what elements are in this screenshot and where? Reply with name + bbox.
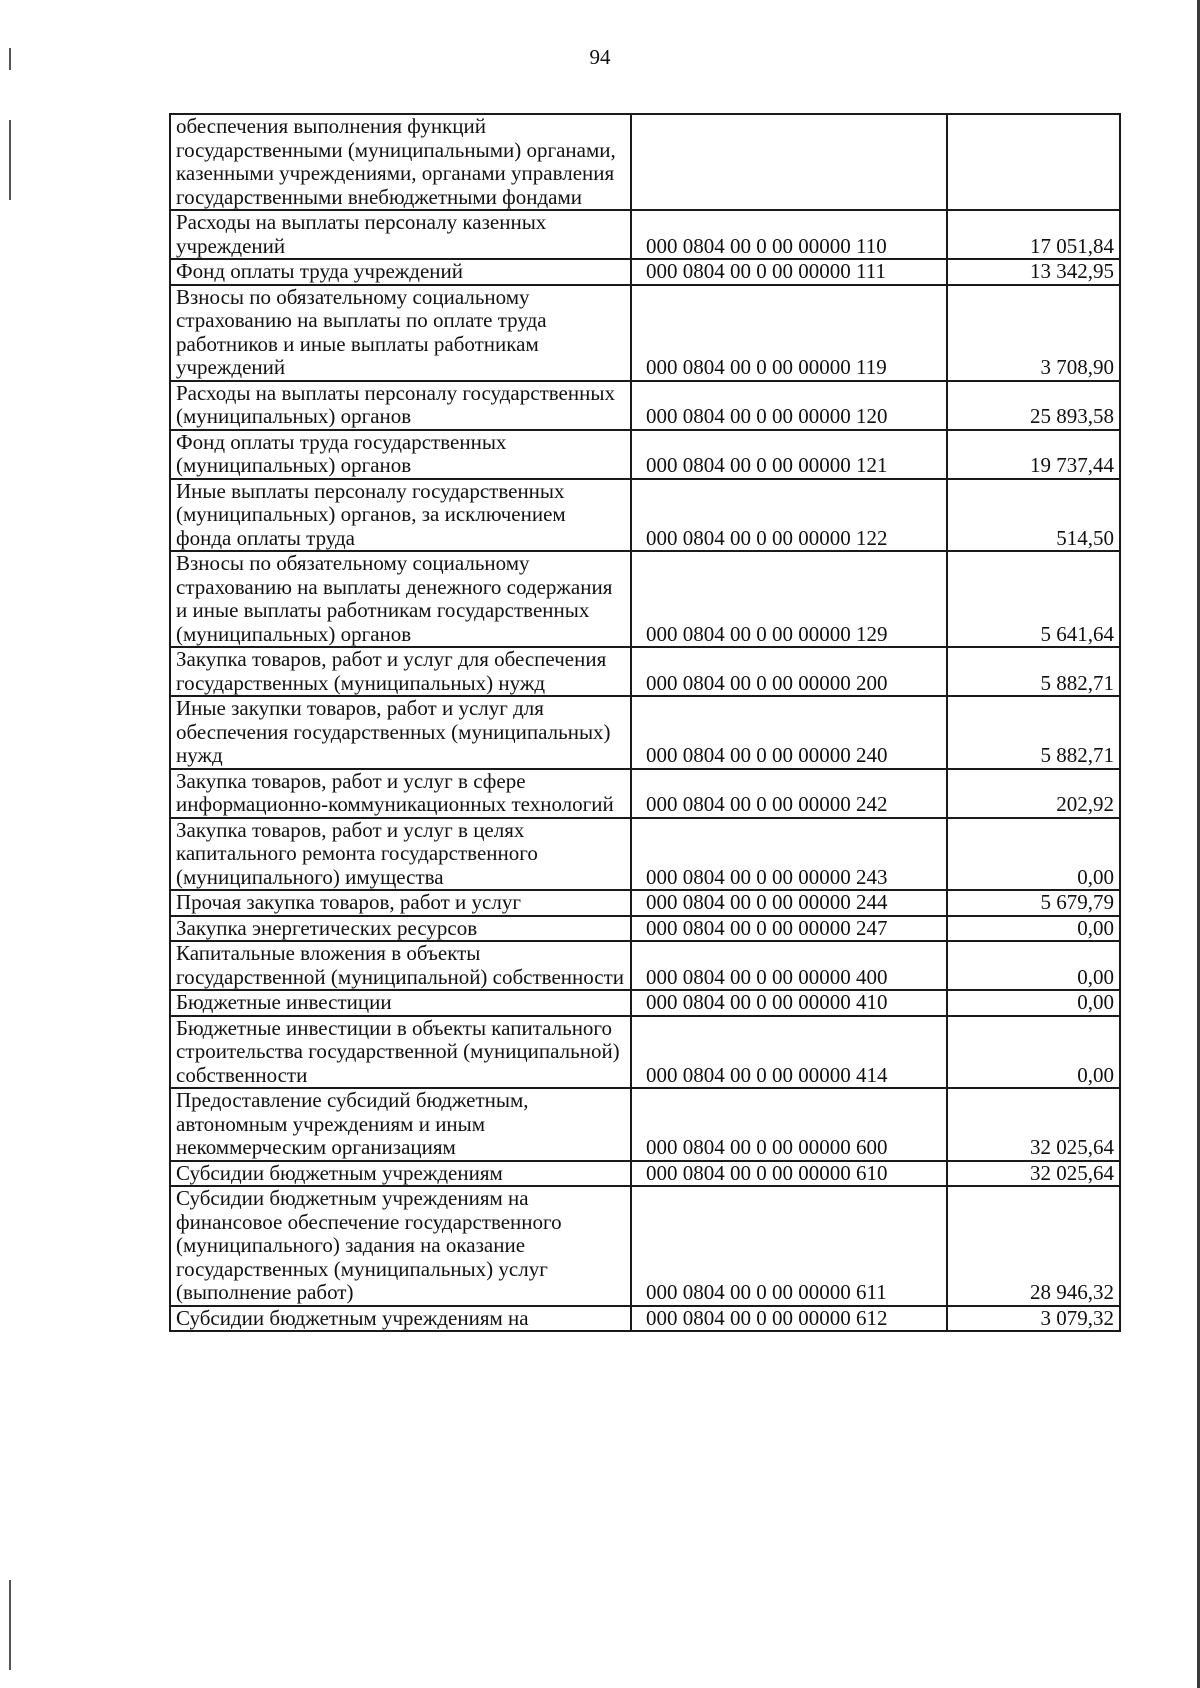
row-amount: 5 641,64 — [947, 551, 1120, 647]
row-amount: 5 882,71 — [947, 696, 1120, 769]
table-row — [170, 1161, 1120, 1187]
row-code: 000 0804 00 0 00 00000 612 — [631, 1306, 947, 1332]
row-description: Закупка товаров, работ и услуг в сфере информационно-коммуникационных технологий — [170, 769, 631, 818]
table-row — [170, 696, 1120, 769]
row-code: 000 0804 00 0 00 00000 120 — [631, 381, 947, 430]
row-amount: 0,00 — [947, 990, 1120, 1016]
row-code: 000 0804 00 0 00 00000 240 — [631, 696, 947, 769]
row-amount: 0,00 — [947, 818, 1120, 891]
row-description: Расходы на выплаты персоналу государственных (муниципальных) органов — [170, 381, 631, 430]
table-row — [170, 769, 1120, 818]
row-description: Иные выплаты персоналу государственных (муниципальных) органов, за исключением фонда оплаты труда — [170, 479, 631, 552]
row-amount: 0,00 — [947, 916, 1120, 942]
row-description: Закупка товаров, работ и услуг в целях капитального ремонта государственного (муниципального) имущества — [170, 818, 631, 891]
table-row — [170, 210, 1120, 259]
row-code: 000 0804 00 0 00 00000 611 — [631, 1186, 947, 1306]
row-description: Взносы по обязательному социальному страхованию на выплаты по оплате труда работников и иные выплаты работникам учреждений — [170, 285, 631, 381]
row-description: Субсидии бюджетным учреждениям на — [170, 1306, 631, 1332]
row-code: 000 0804 00 0 00 00000 122 — [631, 479, 947, 552]
row-amount: 32 025,64 — [947, 1161, 1120, 1187]
row-description: обеспечения выполнения функций государственными (муниципальными) органами, казенными учреждениями, органами управления государственными внебюджетными фондами — [170, 114, 631, 210]
table-row — [170, 259, 1120, 285]
row-description: Субсидии бюджетным учреждениям — [170, 1161, 631, 1187]
table-row — [170, 551, 1120, 647]
row-description: Бюджетные инвестиции в объекты капитального строительства государственной (муниципальной) собственности — [170, 1016, 631, 1089]
table-row — [170, 1088, 1120, 1161]
scan-left-mark — [9, 1580, 11, 1670]
row-code: 000 0804 00 0 00 00000 119 — [631, 285, 947, 381]
row-amount: 25 893,58 — [947, 381, 1120, 430]
row-code — [631, 114, 947, 210]
row-amount: 19 737,44 — [947, 430, 1120, 479]
page-number: 94 — [589, 45, 611, 69]
table-row — [170, 1306, 1120, 1332]
scan-left-mark — [9, 120, 11, 200]
row-code: 000 0804 00 0 00 00000 410 — [631, 990, 947, 1016]
row-description: Предоставление субсидий бюджетным, автономным учреждениям и иным некоммерческим организациям — [170, 1088, 631, 1161]
table-row — [170, 818, 1120, 891]
row-description: Взносы по обязательному социальному страхованию на выплаты денежного содержания и иные выплаты работникам государственных (муниципальных) органов — [170, 551, 631, 647]
row-code: 000 0804 00 0 00 00000 610 — [631, 1161, 947, 1187]
row-description: Капитальные вложения в объекты государственной (муниципальной) собственности — [170, 941, 631, 990]
row-amount: 3 708,90 — [947, 285, 1120, 381]
row-amount: 0,00 — [947, 941, 1120, 990]
row-code: 000 0804 00 0 00 00000 600 — [631, 1088, 947, 1161]
budget-table — [169, 113, 1121, 1332]
table-row — [170, 647, 1120, 696]
row-code: 000 0804 00 0 00 00000 400 — [631, 941, 947, 990]
table-row — [170, 430, 1120, 479]
row-description: Прочая закупка товаров, работ и услуг — [170, 890, 631, 916]
row-description: Бюджетные инвестиции — [170, 990, 631, 1016]
row-amount: 202,92 — [947, 769, 1120, 818]
row-amount: 5 882,71 — [947, 647, 1120, 696]
row-code: 000 0804 00 0 00 00000 242 — [631, 769, 947, 818]
row-amount: 13 342,95 — [947, 259, 1120, 285]
row-amount: 514,50 — [947, 479, 1120, 552]
table-row — [170, 381, 1120, 430]
row-code: 000 0804 00 0 00 00000 129 — [631, 551, 947, 647]
table-row — [170, 890, 1120, 916]
row-amount: 5 679,79 — [947, 890, 1120, 916]
row-code: 000 0804 00 0 00 00000 110 — [631, 210, 947, 259]
table-row — [170, 916, 1120, 942]
table-row — [170, 1016, 1120, 1089]
row-code: 000 0804 00 0 00 00000 200 — [631, 647, 947, 696]
row-description: Расходы на выплаты персоналу казенных учреждений — [170, 210, 631, 259]
row-description: Фонд оплаты труда учреждений — [170, 259, 631, 285]
table-row — [170, 479, 1120, 552]
row-code: 000 0804 00 0 00 00000 247 — [631, 916, 947, 942]
row-description: Субсидии бюджетным учреждениям на финансовое обеспечение государственного (муниципального) задания на оказание государственных (муниципальных) услуг (выполнение работ) — [170, 1186, 631, 1306]
row-amount: 32 025,64 — [947, 1088, 1120, 1161]
row-amount: 3 079,32 — [947, 1306, 1120, 1332]
row-code: 000 0804 00 0 00 00000 111 — [631, 259, 947, 285]
table-row — [170, 1186, 1120, 1306]
row-code: 000 0804 00 0 00 00000 414 — [631, 1016, 947, 1089]
row-code: 000 0804 00 0 00 00000 244 — [631, 890, 947, 916]
row-description: Закупка энергетических ресурсов — [170, 916, 631, 942]
row-description: Закупка товаров, работ и услуг для обеспечения государственных (муниципальных) нужд — [170, 647, 631, 696]
row-amount: 17 051,84 — [947, 210, 1120, 259]
row-amount — [947, 114, 1120, 210]
row-amount: 28 946,32 — [947, 1186, 1120, 1306]
table-row — [170, 285, 1120, 381]
table-row — [170, 990, 1120, 1016]
row-code: 000 0804 00 0 00 00000 243 — [631, 818, 947, 891]
row-amount: 0,00 — [947, 1016, 1120, 1089]
row-description: Иные закупки товаров, работ и услуг для обеспечения государственных (муниципальных) нужд — [170, 696, 631, 769]
row-code: 000 0804 00 0 00 00000 121 — [631, 430, 947, 479]
table-row — [170, 941, 1120, 990]
row-description: Фонд оплаты труда государственных (муниципальных) органов — [170, 430, 631, 479]
table-row — [170, 114, 1120, 210]
